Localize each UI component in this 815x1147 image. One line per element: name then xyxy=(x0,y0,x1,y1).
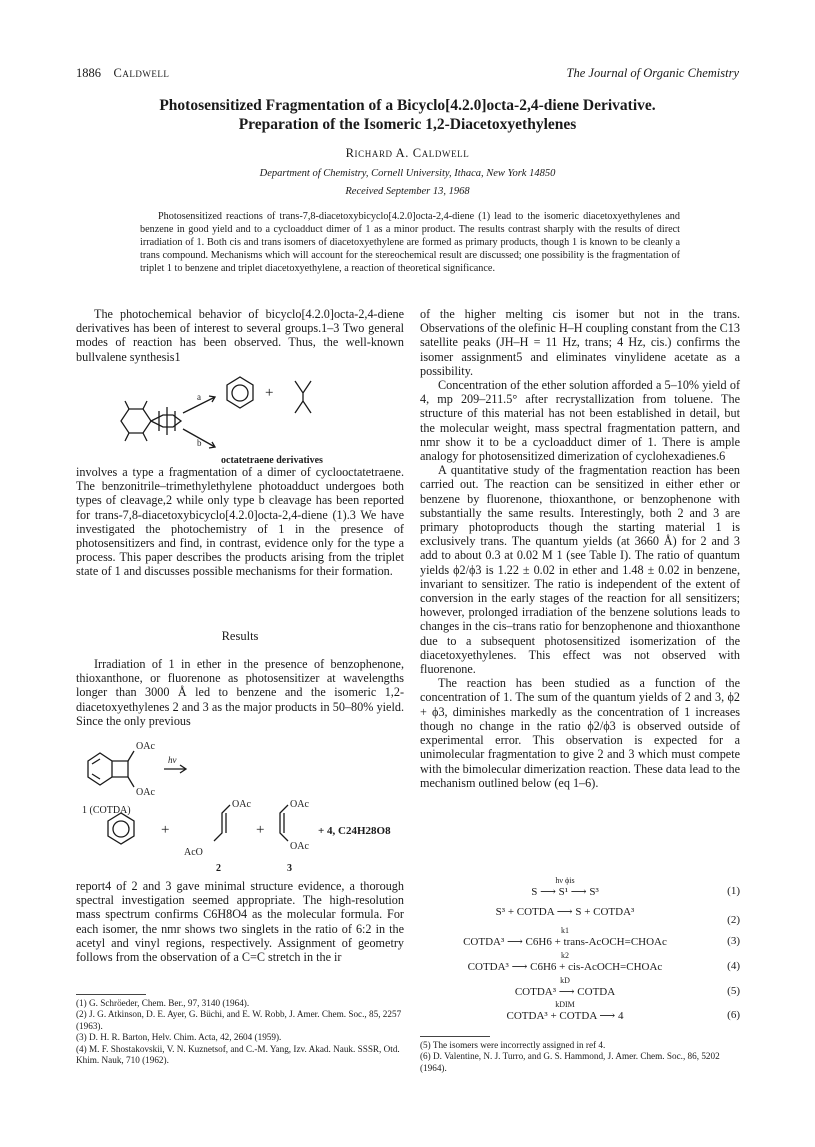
results-heading: Results xyxy=(221,629,259,643)
path-a-label: a xyxy=(197,392,201,402)
footnotes-left xyxy=(76,998,404,1066)
scheme-bullvalene xyxy=(115,363,375,468)
oac-2: OAc xyxy=(232,799,251,810)
journal-name: The Journal of Organic Chemistry xyxy=(566,66,739,80)
hv-label: hν xyxy=(168,755,177,765)
label-2: 2 xyxy=(216,863,221,874)
footnote-6: (6) D. Valentine, N. J. Turro, and G. S. Hammond, J. Amer. Chem. Soc., 86, 5202 (1964). xyxy=(420,1051,720,1073)
author-name: Richard A. Caldwell xyxy=(345,146,470,160)
plus-2: + xyxy=(256,822,265,838)
dimer-label: + 4, C24H28O8 xyxy=(318,825,391,837)
oac-3b: OAc xyxy=(290,841,309,852)
col1-paragraph-2: involves a type a fragmentation of a dimer of cyclooctatetraene. The benzonitrile–trimethylethylene photoadduct undergoes both types of cleavage,2 while only type b cleavage has been reported for trans-7,8-diacetoxybicyclo[4.2.0]octa-2,4-diene (1).3 We have investigated the photochemistry of 1 in the presence of photosensitizers and find, in contrast, evidence only for the type a process. This paper describes the products arising from the triplet state of 1 and discusses possible mechanisms for their formation. xyxy=(76,465,404,579)
path-b-label: b xyxy=(197,438,202,448)
abstract: Photosensitized reactions of trans-7,8-diacetoxybicyclo[4.2.0]octa-2,4-diene (1) lead to the isomeric diacetoxyethylenes and benzene in good yield and to a cycloadduct dimer of 1 as a minor product. The results contrast sharply with the results of direct irradiation of 1. Both cis and trans isomers of diacetoxyethylene are formed as primary products, though 1 is known to be cleanly a trans compound. Mechanisms which will account for the stereochemical result are discussed; one possibility is the fragmentation of triplet 1 to benzene and triplet diacetoxyethylene, a reaction of theoretical significance. xyxy=(140,211,680,274)
footnote-4: (4) M. F. Shostakovskii, V. N. Kuznetsof, and C.-M. Yang, Izv. Akad. Nauk. SSSR, Otd. Khim. Nauk, 710 (1962). xyxy=(76,1043,400,1066)
plus-1: + xyxy=(161,822,170,838)
scheme1-plus: + xyxy=(265,385,274,401)
footnote-3: (3) D. H. R. Barton, Helv. Chim. Acta, 42, 2604 (1959). xyxy=(76,1032,282,1043)
footnote-rule-right xyxy=(420,1036,490,1037)
intro-paragraph: The photochemical behavior of bicyclo[4.2.0]octa-2,4-diene derivatives has been of interest to several groups.1–3 Two general modes of reaction has been observed. Thus, the well-known bullvalene synthesis1 xyxy=(76,307,404,364)
received-date: Received September 13, 1968 xyxy=(345,186,470,197)
footnote-rule-left xyxy=(76,994,146,995)
footnotes-right xyxy=(420,1040,740,1074)
affiliation: Department of Chemistry, Cornell University, Ithaca, New York 14850 xyxy=(259,168,556,179)
oac-3a: OAc xyxy=(290,799,309,810)
scheme-fragmentation xyxy=(76,733,406,878)
col1-paragraph-4: report4 of 2 and 3 gave minimal structure evidence, a thorough spectral investigation seemed appropriate. The high-resolution mass spectrum confirms C6H8O4 as the molecular formula. For each isomer, the nmr shows two singlets in the ratio of 6:2 in the acetyl and vinyl regions, respectively. Assignment of geometry follows from the observation of a C=C stretch in the ir xyxy=(76,879,404,965)
footnote-2: (2) J. G. Atkinson, D. E. Ayer, G. Büchi, and E. W. Robb, J. Amer. Chem. Soc., 85, 2257 (1963). xyxy=(76,1009,402,1031)
page-number: 1886 Caldwell xyxy=(76,66,170,80)
label-3: 3 xyxy=(287,863,292,874)
col1-paragraph-3: Irradiation of 1 in ether in the presence of benzophenone, thioxanthone, or fluorenone as photosensitizer at wavelengths longer than 3000 Å led to benzene and the isomeric 1,2-diacetoxyethylenes 2 and 3 as the major products in 50–80% yield. Since the only previous xyxy=(76,657,404,728)
compound-1-label: 1 (COTDA) xyxy=(82,805,131,816)
aco-2: AcO xyxy=(184,847,203,858)
article-title: Photosensitized Fragmentation of a Bicyclo[4.2.0]octa-2,4-diene Derivative. Preparation of the Isomeric 1,2-Diacetoxyethylenes xyxy=(159,97,656,133)
footnote-5: (5) The isomers were incorrectly assigned in ref 4. xyxy=(420,1040,606,1050)
running-author: Caldwell xyxy=(113,66,170,80)
oac-bottom: OAc xyxy=(136,787,155,798)
octatetraene-label: octatetraene derivatives xyxy=(221,455,323,466)
col2-paragraphs: of the higher melting cis isomer but not in the trans. Observations of the olefinic H–H coupling constant from the C13 satellite peaks (JH–H = 11 Hz, trans; 4 Hz, cis.) confirms the isomer assignment5 and eliminates vinylidene acetate as a possibility. Concentration of the ether solution afforded a 5–10% yield of 4, mp 209–211.5° after recrystallization from toluene. The structure of this material has not been established in detail, but the molecular weight, mass spectral fragmentation pattern, and nmr show it to be a cycloadduct dimer of 1. There is ample analogy for photosensitized dimerization of cyclohexadienes.6 A quantitative study of the fragmentation reaction has been carried out. The reaction can be sensitized in either ether or benzene by fluorenone, thioxanthone, or benzophenone with substantially the same results. Interestingly, both 2 and 3 are primary photoproducts though the starting material 1 is exclusively trans. The quantum yields (at 3660 Å) for 2 and 3 add to about 0.3 at 0.02 M 1 (see Table I). The ratio of quantum yields ϕ2/ϕ3 is 1.22 ± 0.02 in ether and 1.48 ± 0.02 in benzene, invariant to sensitizer. The ratio is independent of the extent of conversion in the early stages of the reaction for all sensitizers; however, prolonged irradiation of the benzene solutions leads to changes in the cis–trans ratio for benzophenone and thioxanthone due to a subsequent photosensitized isomerization of the diacetoxyethylenes. This effect was not observed with fluorenone. The reaction has been studied as a function of the concentration of 1. The sum of the quantum yields of 2 and 3, ϕ2 + ϕ3, diminishes markedly as the concentration of 1 increases though no change in the ratio ϕ2/ϕ3 is observed outside of experimental error. This observation is expected for a unimolecular fragmentation to give 2 and 3 which must compete with the bimolecular dimerization reaction. These data lead to the mechanism outlined below (eq 1–6). xyxy=(420,307,740,790)
oac-top: OAc xyxy=(136,741,155,752)
footnote-1: (1) G. Schröeder, Chem. Ber., 97, 3140 (1964). xyxy=(76,998,250,1008)
